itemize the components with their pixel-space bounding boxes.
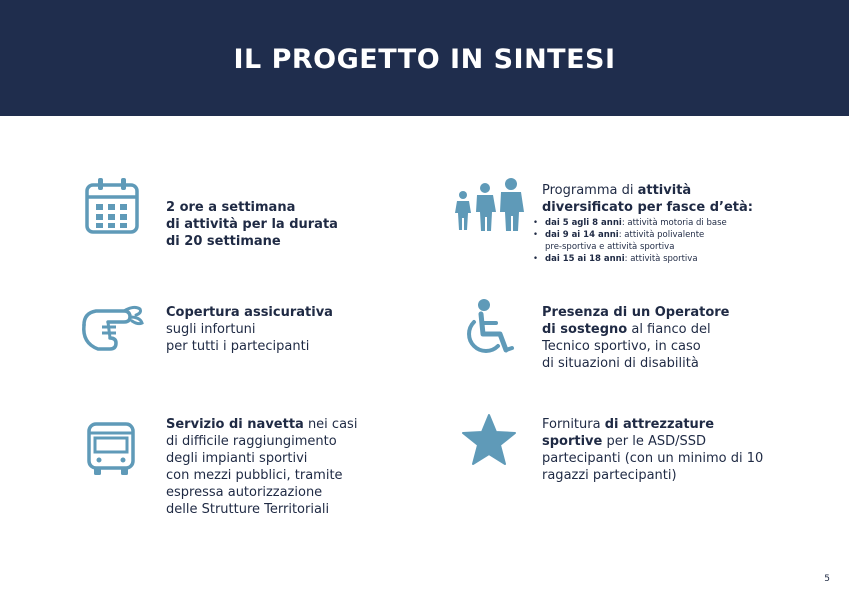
program-text	[542, 182, 753, 216]
list-item	[531, 217, 727, 229]
equipment-text	[542, 416, 763, 484]
shuttle-bold: Servizio di navetta	[166, 417, 304, 432]
activity: : attività polivalente pre-sportiva e attività sportiva	[545, 230, 705, 252]
bandaged-hand-icon	[80, 303, 146, 353]
age-range: dai 9 ai 14 anni	[545, 230, 619, 240]
activity: : attività motoria di base	[621, 218, 727, 228]
support-text	[542, 304, 729, 372]
program-bold: attività diversificato per fasce d’età:	[542, 183, 753, 215]
shuttle-text	[166, 416, 357, 518]
shuttle-rest: nei casi di difficile raggiungimento degli impianti sportivi con mezzi pubblici, tramite espressa autorizzazione delle Strutture Territoriali	[166, 417, 358, 517]
list-item	[531, 229, 727, 253]
support-bold: Presenza di un Operatore di sostegno	[542, 305, 730, 337]
support-rest: al fianco del Tecnico sportivo, in caso di situazioni di disabilità	[542, 322, 711, 371]
insurance-rest: sugli infortuni per tutti i partecipanti	[166, 322, 310, 354]
people-icon	[452, 178, 524, 232]
program-pre: Programma di	[542, 183, 638, 198]
schedule-bold: 2 ore a settimana di attività per la durata di 20 settimane	[166, 200, 338, 249]
page-title: IL PROGETTO IN SINTESI	[233, 43, 616, 75]
wheelchair-icon	[462, 298, 518, 358]
star-icon	[461, 413, 517, 467]
activity: : attività sportiva	[624, 254, 698, 264]
age-groups-list	[531, 217, 727, 265]
equipment-pre: Fornitura	[542, 417, 605, 432]
bus-icon	[86, 421, 136, 477]
page-number: 5	[824, 574, 830, 584]
age-range: dai 5 agli 8 anni	[545, 218, 622, 228]
age-range: dai 15 ai 18 anni	[545, 254, 625, 264]
header-bar	[0, 0, 849, 116]
insurance-text	[166, 304, 333, 355]
calendar-icon	[84, 177, 140, 235]
equipment-bold: di attrezzature sportive	[542, 417, 715, 449]
equipment-rest: per le ASD/SSD partecipanti (con un minimo di 10 ragazzi partecipanti)	[542, 434, 764, 483]
schedule-text	[166, 182, 338, 250]
insurance-bold: Copertura assicurativa	[166, 305, 333, 320]
list-item	[531, 253, 727, 265]
